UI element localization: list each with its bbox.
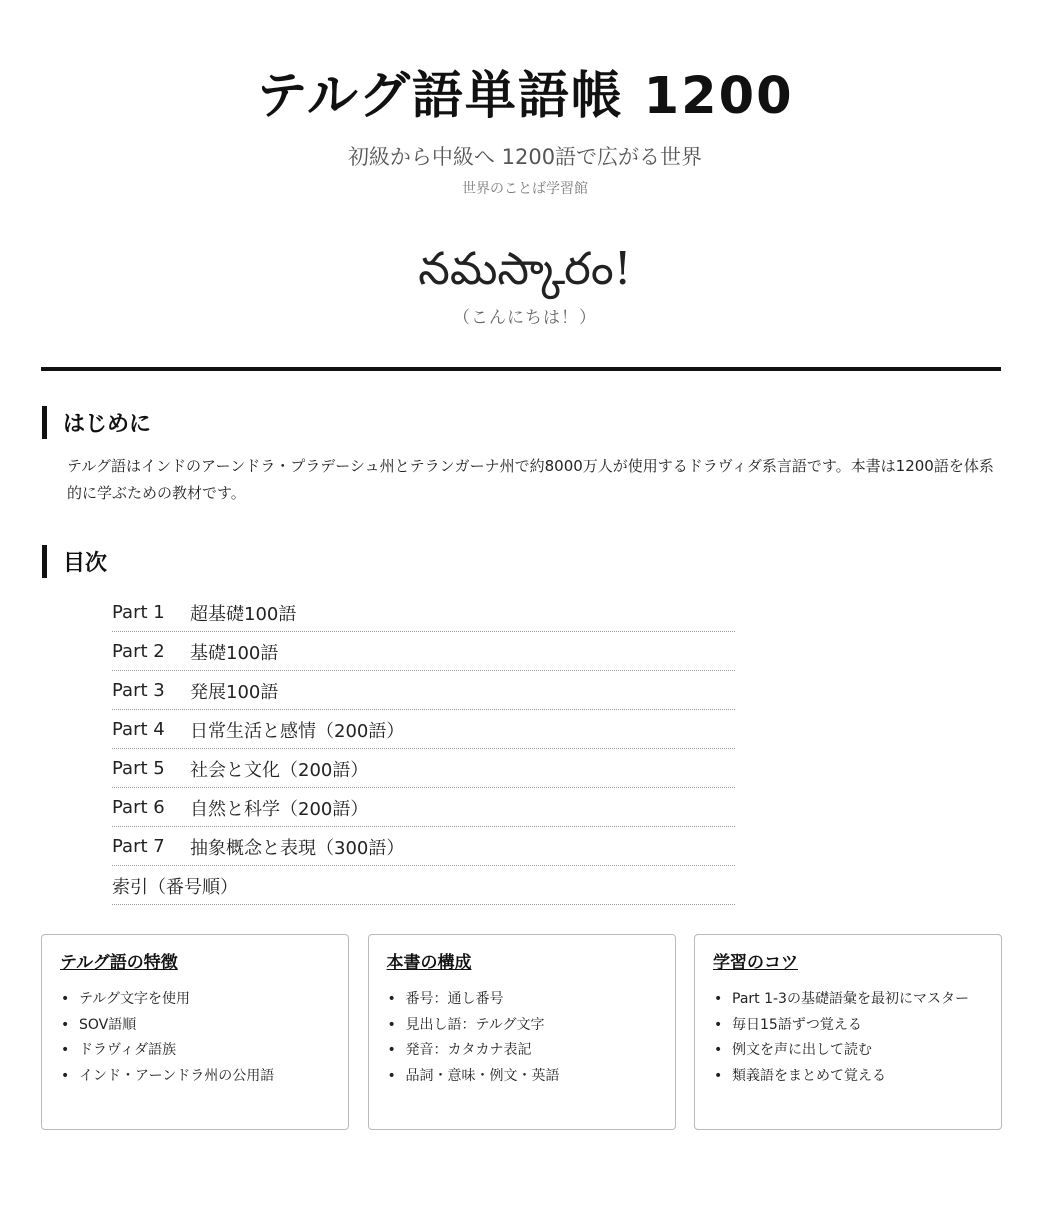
toc-item[interactable] bbox=[112, 633, 735, 671]
toc-item[interactable] bbox=[112, 750, 735, 788]
toc-part-number: Part 6 bbox=[112, 797, 165, 818]
card-title: テルグ語の特徴 bbox=[60, 953, 178, 973]
card-features bbox=[41, 934, 349, 1130]
toc-item[interactable] bbox=[112, 672, 735, 710]
list-item: • インド・アーンドラ州の公用語 bbox=[60, 1064, 330, 1090]
toc-item[interactable] bbox=[112, 828, 735, 866]
toc-part-number: Part 3 bbox=[112, 680, 165, 701]
list-item: • Part 1-3の基礎語彙を最初にマスター bbox=[713, 987, 983, 1013]
intro-text: テルグ語はインドのアーンドラ・プラデーシュ州とテランガーナ州で約8000万人が使用するドラヴィダ系言語です。本書は1200語を体系的に学ぶための教材です。 bbox=[67, 457, 994, 502]
intro-title: はじめに bbox=[63, 412, 152, 437]
card-tips bbox=[694, 934, 1002, 1130]
toc-item-label: 抽象概念と表現（300語） bbox=[190, 837, 405, 859]
intro-heading bbox=[42, 406, 151, 439]
list-item: • 発音：カタカナ表記 bbox=[387, 1038, 657, 1064]
greeting-translation: （こんにちは！） bbox=[453, 308, 597, 328]
list-item: • ドラヴィダ語族 bbox=[60, 1038, 330, 1064]
card-structure bbox=[368, 934, 676, 1130]
list-item: • 品詞・意味・例文・英語 bbox=[387, 1064, 657, 1090]
subtitle: 初級から中級へ 1200語で広がる世界 bbox=[347, 145, 703, 169]
toc-item-label: 自然と科学（200語） bbox=[190, 798, 369, 820]
info-cards bbox=[41, 934, 1002, 1130]
toc-part-number: Part 5 bbox=[112, 758, 165, 779]
toc-item-label: 発展100語 bbox=[190, 681, 279, 703]
toc-item-label: 日常生活と感情（200語） bbox=[190, 720, 405, 742]
card-list bbox=[387, 987, 657, 1089]
toc-part-number: Part 7 bbox=[112, 836, 165, 857]
header-divider bbox=[41, 367, 1001, 371]
toc-item[interactable] bbox=[112, 594, 735, 632]
toc-item[interactable] bbox=[112, 789, 735, 827]
card-list bbox=[713, 987, 983, 1089]
toc-item-label: 社会と文化（200語） bbox=[190, 759, 369, 781]
toc-item[interactable] bbox=[112, 711, 735, 749]
toc-item-label: 索引（番号順） bbox=[112, 876, 238, 898]
list-item: • 例文を声に出して読む bbox=[713, 1038, 983, 1064]
publisher: 世界のことば学習館 bbox=[462, 181, 588, 197]
toc-item-label: 超基礎100語 bbox=[190, 603, 297, 625]
list-item: • 見出し語：テルグ文字 bbox=[387, 1013, 657, 1039]
toc-part-number: Part 1 bbox=[112, 602, 165, 623]
section-marker bbox=[42, 406, 47, 439]
table-of-contents bbox=[112, 594, 735, 906]
card-list bbox=[60, 987, 330, 1089]
toc-item-label: 基礎100語 bbox=[190, 642, 279, 664]
telugu-greeting: నమస్కారం! bbox=[418, 242, 632, 295]
toc-part-number: Part 2 bbox=[112, 641, 165, 662]
toc-item-index[interactable] bbox=[112, 867, 735, 905]
page-title: テルグ語単語帳 1200 bbox=[256, 67, 794, 126]
list-item: • 類義語をまとめて覚える bbox=[713, 1064, 983, 1090]
card-title: 本書の構成 bbox=[386, 953, 472, 973]
list-item: • 毎日15語ずつ覚える bbox=[713, 1013, 983, 1039]
toc-part-number: Part 4 bbox=[112, 719, 165, 740]
list-item: • テルグ文字を使用 bbox=[60, 987, 330, 1013]
toc-heading bbox=[42, 545, 107, 578]
card-title: 学習のコツ bbox=[713, 953, 798, 973]
list-item: • 番号：通し番号 bbox=[387, 987, 657, 1013]
list-item: • SOV語順 bbox=[60, 1013, 330, 1039]
section-marker bbox=[42, 545, 47, 578]
toc-title: 目次 bbox=[63, 551, 108, 576]
